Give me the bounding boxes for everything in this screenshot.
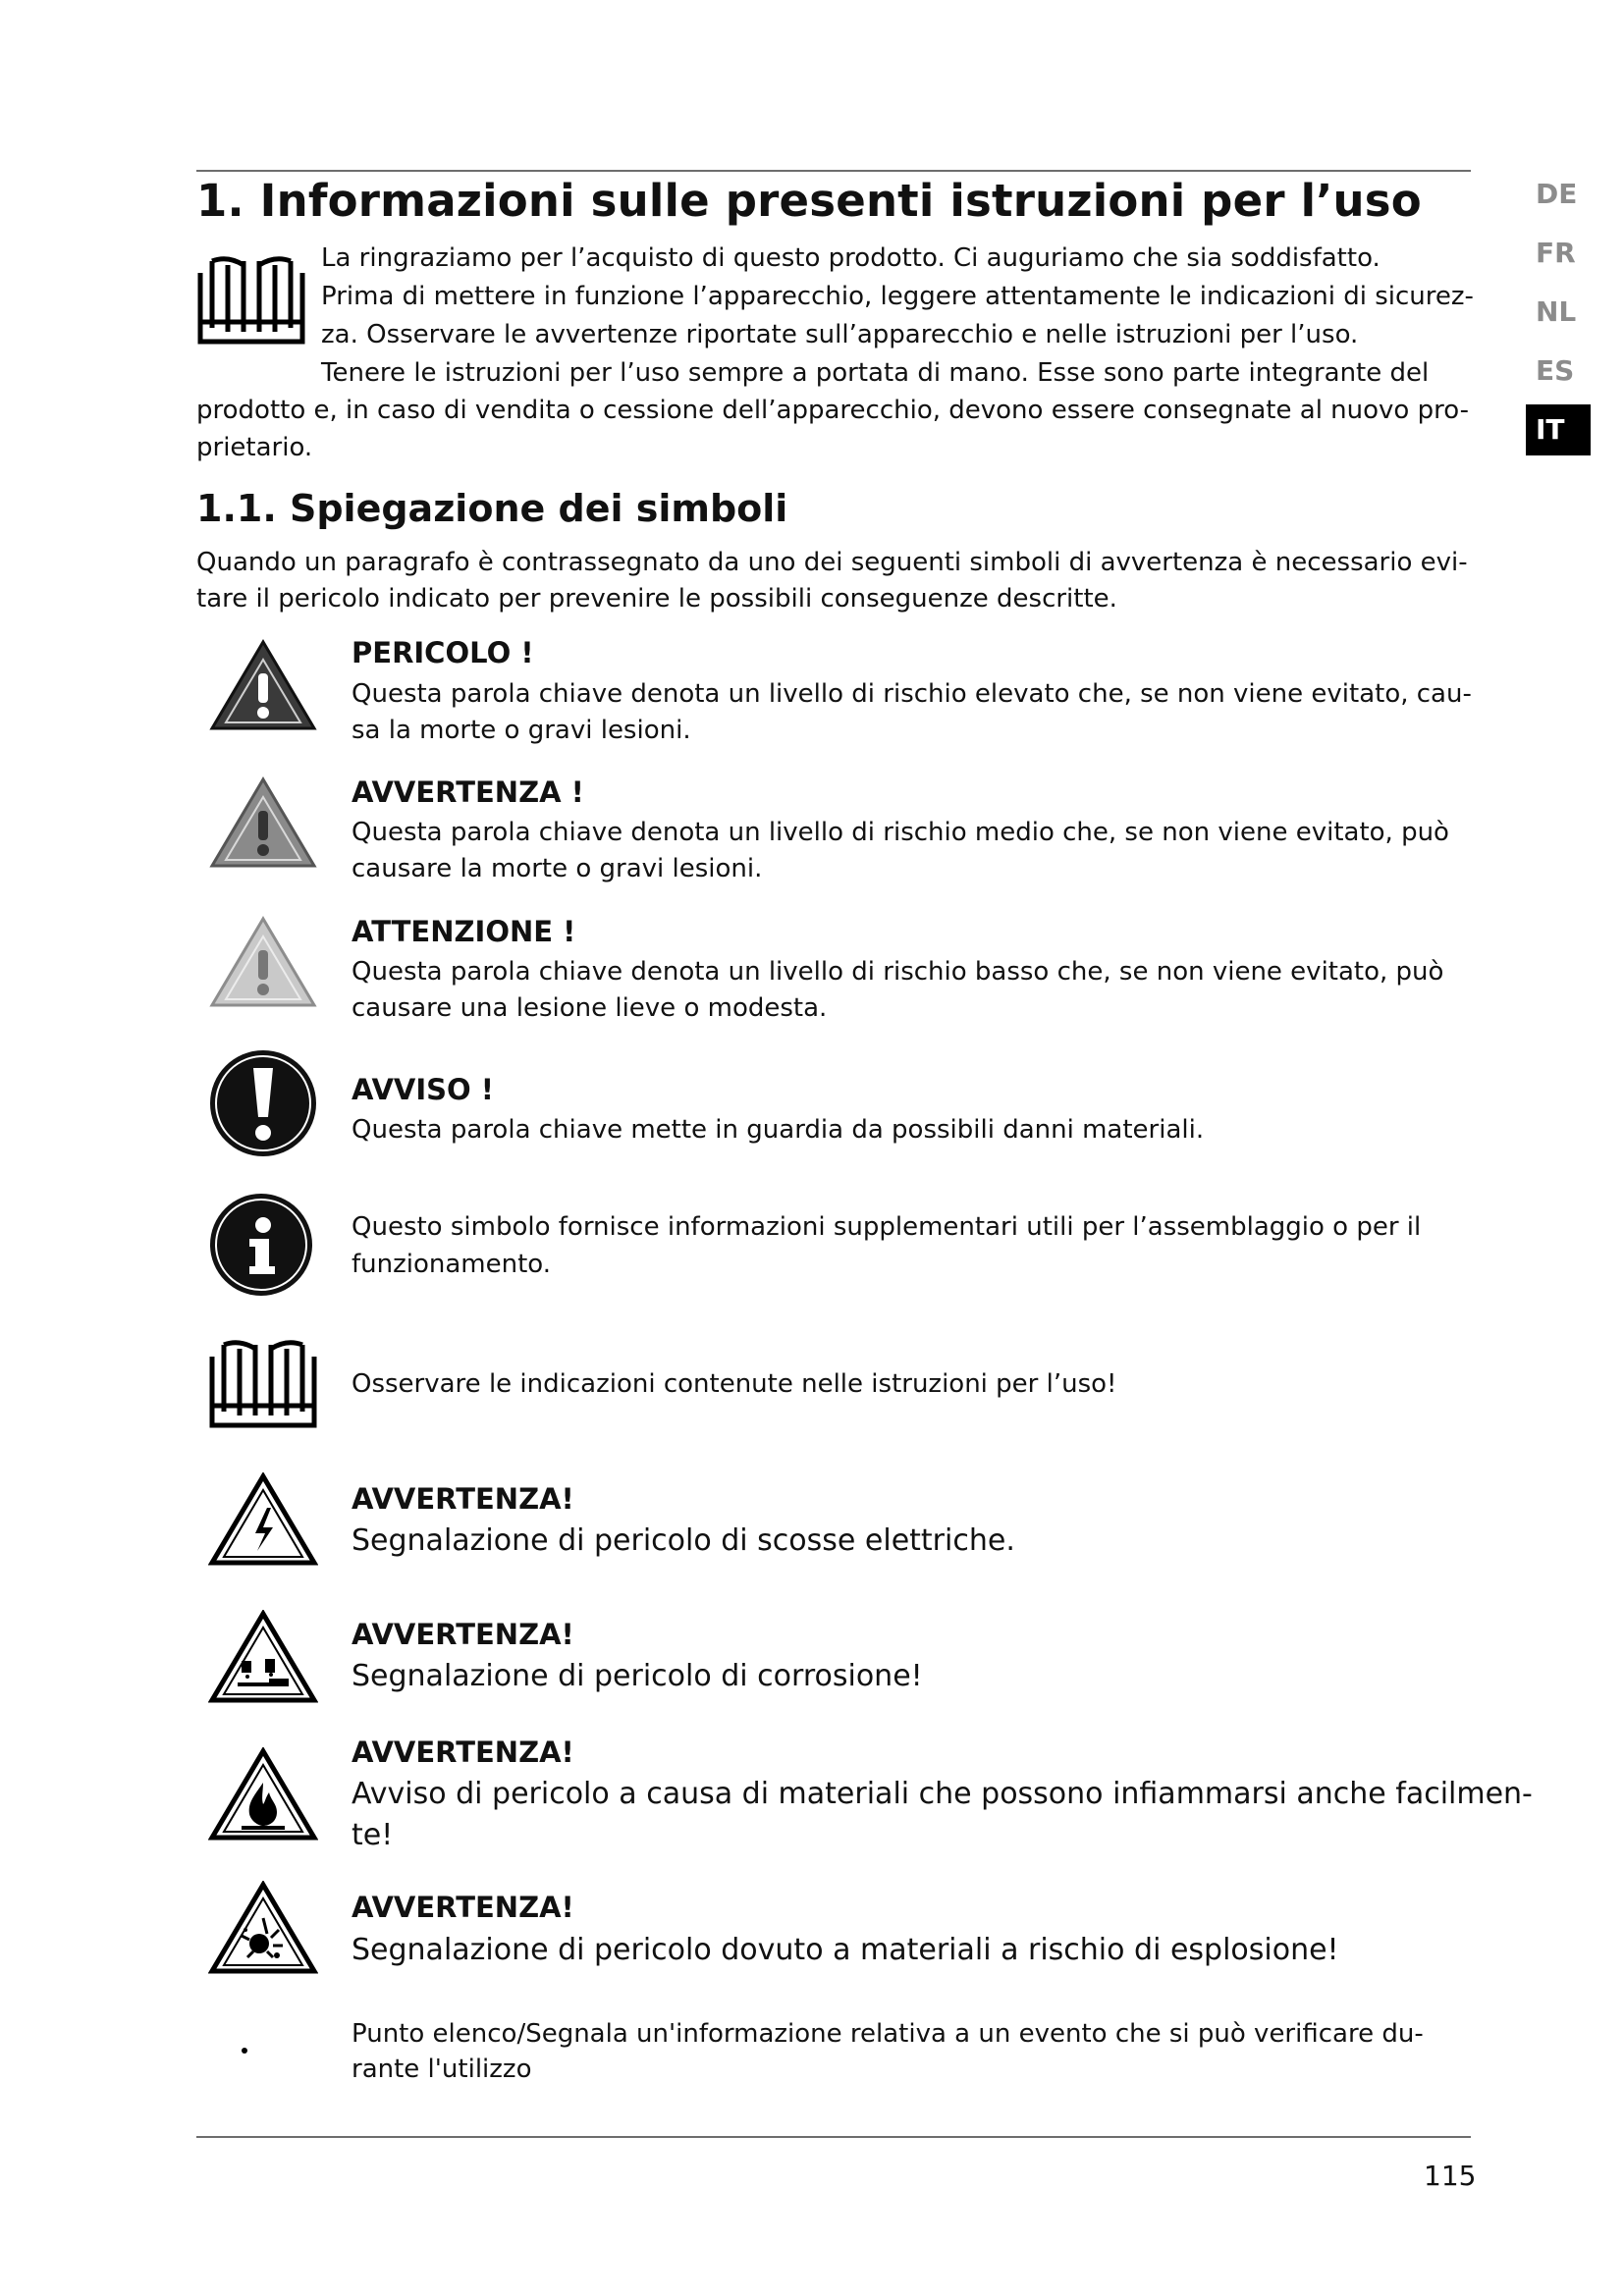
page-number: 115 xyxy=(1424,2160,1477,2192)
entry-text-avvertenza-2: causare la morte o gravi lesioni. xyxy=(352,854,763,883)
entry-text-avviso-1: Questa parola chiave mette in guardia da possibili danni materiali. xyxy=(352,1115,1205,1145)
bottom-rule xyxy=(196,2136,1471,2138)
entry-text-attenzione-2: causare una lesione lieve o modesta. xyxy=(352,993,828,1023)
entry-title-flammable: AVVERTENZA! xyxy=(352,1735,574,1769)
lang-tab-es[interactable]: ES xyxy=(1536,354,1575,387)
warning-triangle-icon xyxy=(208,775,318,870)
intro-line-4: Tenere le istruzioni per l’uso sempre a portata di mano. Esse sono parte integrante del xyxy=(321,358,1430,388)
intro-line-6: prietario. xyxy=(196,433,313,462)
entry-title-corrosion: AVVERTENZA! xyxy=(352,1618,574,1651)
entry-title-pericolo: PERICOLO ! xyxy=(352,636,534,669)
entry-text-corrosion-1: Segnalazione di pericolo di corrosione! xyxy=(352,1659,923,1693)
flammable-warning-icon xyxy=(208,1747,318,1842)
electric-shock-warning-icon xyxy=(208,1472,318,1567)
entry-text-pericolo-2: sa la morte o gravi lesioni. xyxy=(352,716,691,745)
entry-text-bullet-1: Punto elenco/Segnala un'informazione relativa a un evento che si può verificare du- xyxy=(352,2019,1424,2049)
entry-text-book-1: Osservare le indicazioni contenute nelle istruzioni per l’uso! xyxy=(352,1369,1117,1399)
entry-title-avviso: AVVISO ! xyxy=(352,1073,495,1106)
intro-line-5: prodotto e, in caso di vendita o cessione dell’apparecchio, devono essere consegnate al nuovo pro- xyxy=(196,396,1470,425)
subsection-intro-line-1: Quando un paragrafo è contrassegnato da uno dei seguenti simboli di avvertenza è necessario evi- xyxy=(196,548,1468,577)
info-icon xyxy=(208,1192,314,1298)
entry-text-flammable-2: te! xyxy=(352,1818,394,1852)
manual-book-icon-2 xyxy=(208,1337,318,1431)
lang-tab-it[interactable]: IT xyxy=(1526,404,1591,455)
intro-line-1: La ringraziamo per l’acquisto di questo prodotto. Ci auguriamo che sia soddisfatto. xyxy=(321,243,1380,273)
danger-warning-triangle-icon xyxy=(208,638,318,732)
lang-tab-nl[interactable]: NL xyxy=(1536,295,1577,328)
entry-text-flammable-1: Avviso di pericolo a causa di materiali che possono infiammarsi anche facilmen- xyxy=(352,1777,1533,1811)
subsection-intro-line-2: tare il pericolo indicato per prevenire le possibili conseguenze descritte. xyxy=(196,584,1117,614)
caution-triangle-icon xyxy=(208,915,318,1009)
entry-text-explosion-1: Segnalazione di pericolo dovuto a materiali a rischio di esplosione! xyxy=(352,1933,1339,1967)
section-title: 1. Informazioni sulle presenti istruzioni per l’uso xyxy=(196,175,1422,227)
bullet-point-icon xyxy=(240,2046,249,2056)
entry-text-info-1: Questo simbolo fornisce informazioni supplementari utili per l’assemblaggio o per il xyxy=(352,1212,1422,1242)
entry-text-bullet-2: rante l'utilizzo xyxy=(352,2055,532,2084)
notice-exclamation-icon xyxy=(208,1048,318,1158)
intro-line-3: za. Osservare le avvertenze riportate sull’apparecchio e nelle istruzioni per l’uso. xyxy=(321,320,1359,349)
entry-title-electric: AVVERTENZA! xyxy=(352,1482,574,1516)
corrosion-warning-icon xyxy=(208,1610,318,1704)
intro-line-2: Prima di mettere in funzione l’apparecchio, leggere attentamente le indicazioni di sicurez- xyxy=(321,282,1474,311)
entry-text-attenzione-1: Questa parola chiave denota un livello di rischio basso che, se non viene evitato, può xyxy=(352,957,1444,987)
explosion-warning-icon xyxy=(208,1881,318,1975)
lang-tab-de[interactable]: DE xyxy=(1536,178,1578,210)
entry-title-explosion: AVVERTENZA! xyxy=(352,1891,574,1924)
entry-text-pericolo-1: Questa parola chiave denota un livello di rischio elevato che, se non viene evitato, cau- xyxy=(352,679,1472,709)
entry-title-avvertenza: AVVERTENZA ! xyxy=(352,775,584,809)
lang-tab-fr[interactable]: FR xyxy=(1536,237,1576,269)
entry-text-electric-1: Segnalazione di pericolo di scosse elettriche. xyxy=(352,1523,1015,1558)
entry-text-avvertenza-1: Questa parola chiave denota un livello di rischio medio che, se non viene evitato, può xyxy=(352,818,1449,847)
top-rule xyxy=(196,170,1471,172)
subsection-title: 1.1. Spiegazione dei simboli xyxy=(196,487,788,530)
manual-book-icon xyxy=(196,253,306,347)
entry-title-attenzione: ATTENZIONE ! xyxy=(352,915,576,948)
entry-text-info-2: funzionamento. xyxy=(352,1250,552,1279)
